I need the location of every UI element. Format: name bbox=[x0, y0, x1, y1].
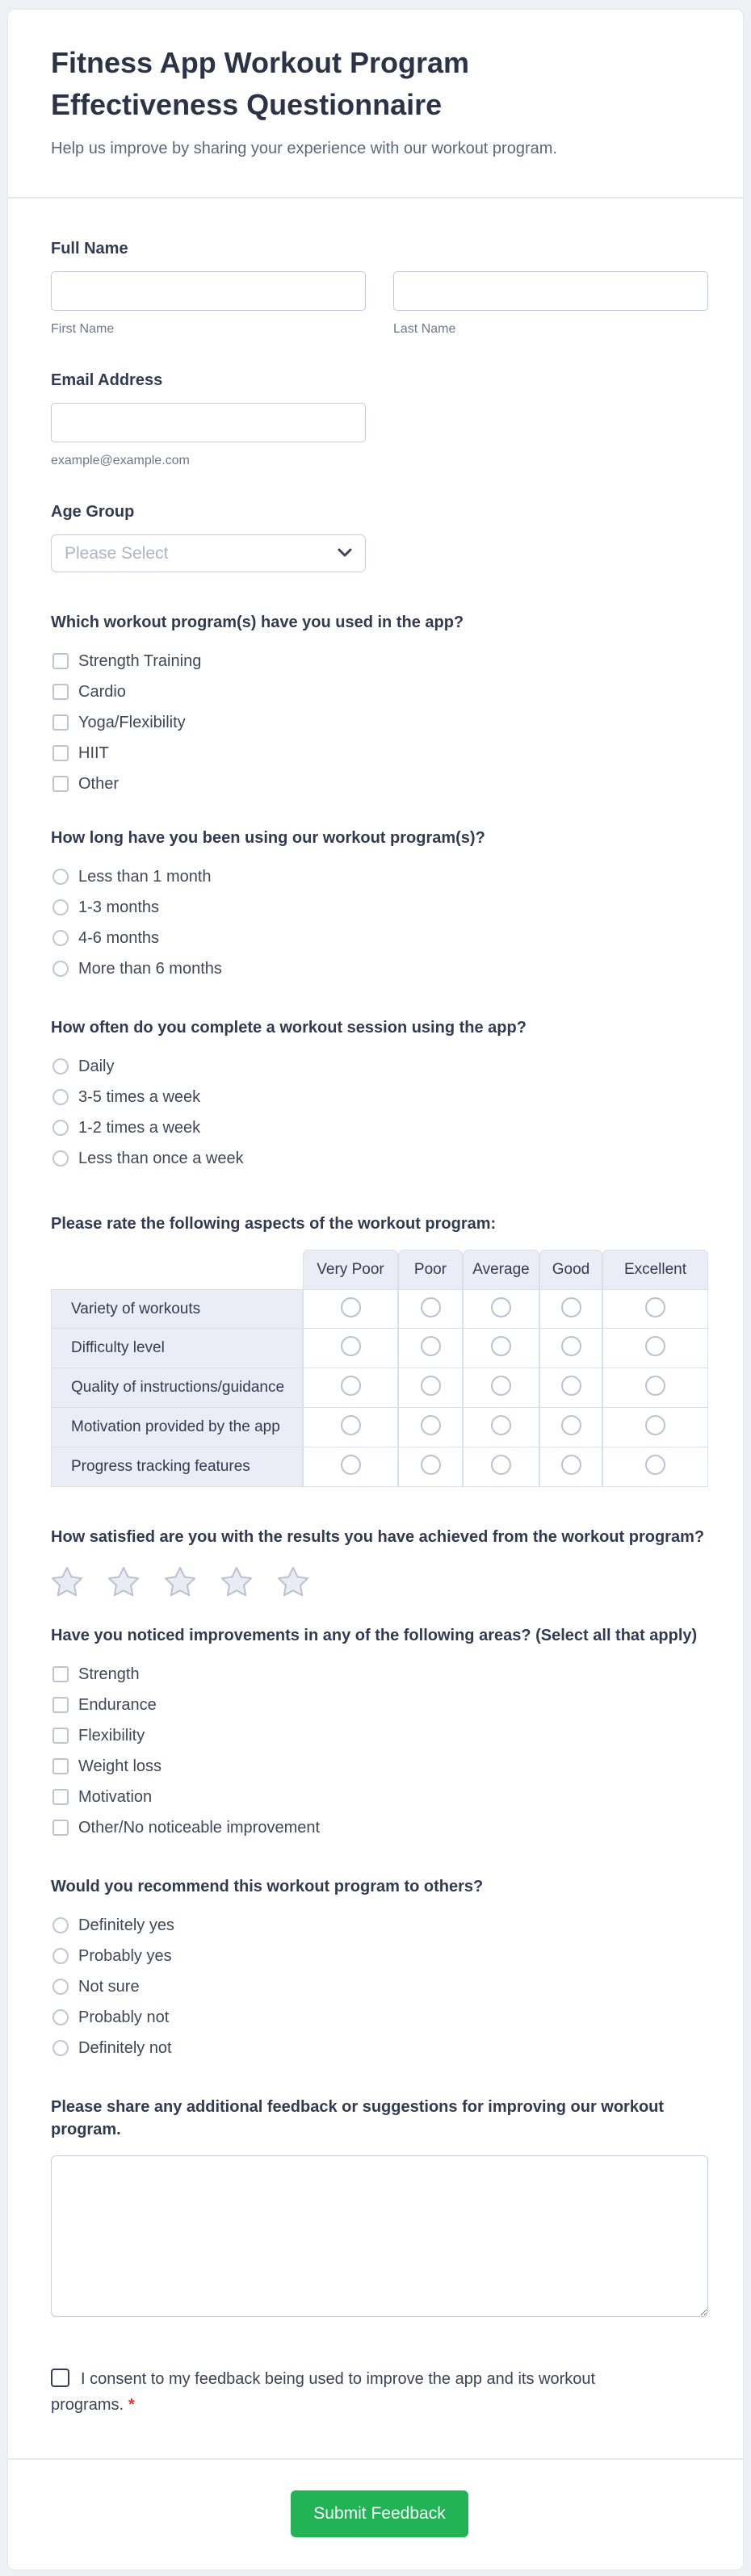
option-label[interactable]: Other bbox=[78, 774, 120, 793]
age-group-select[interactable] bbox=[51, 534, 366, 572]
option-label[interactable]: HIIT bbox=[78, 743, 109, 762]
option-label[interactable]: Motivation bbox=[78, 1787, 153, 1806]
frequency-options bbox=[51, 1051, 708, 1174]
option-label[interactable]: 4-6 months bbox=[78, 928, 160, 947]
radio-button[interactable] bbox=[52, 1058, 69, 1074]
radio-button[interactable] bbox=[52, 1120, 69, 1136]
email-col bbox=[51, 403, 366, 468]
programs-label: Which workout program(s) have you used in the app? bbox=[51, 614, 464, 631]
page-title-line1: Fitness App Workout Program bbox=[51, 46, 470, 79]
chevron-down-icon bbox=[338, 547, 352, 561]
satisfaction-label: How satisfied are you with the results you have achieved from the workout program? bbox=[51, 1528, 705, 1546]
option-label[interactable]: More than 6 months bbox=[78, 959, 222, 978]
question-full-name bbox=[51, 237, 708, 337]
radio-button[interactable] bbox=[52, 2040, 69, 2056]
email-sublabel: example@example.com bbox=[51, 454, 190, 467]
radio-option[interactable] bbox=[51, 861, 708, 892]
consent-row bbox=[51, 2366, 681, 2418]
radio-button[interactable] bbox=[52, 869, 69, 885]
question-feedback bbox=[51, 2096, 708, 2321]
checkbox-option[interactable] bbox=[51, 1720, 708, 1751]
option-label[interactable]: 3-5 times a week bbox=[78, 1087, 201, 1106]
option-label[interactable]: Yoga/Flexibility bbox=[78, 713, 186, 731]
checkbox[interactable] bbox=[52, 776, 69, 792]
email-input[interactable] bbox=[51, 403, 366, 442]
star-icon[interactable] bbox=[164, 1566, 196, 1597]
option-label[interactable]: Endurance bbox=[78, 1695, 157, 1714]
matrix-row-label: Motivation provided by the app bbox=[51, 1408, 303, 1447]
checkbox[interactable] bbox=[52, 714, 69, 731]
matrix-radio[interactable] bbox=[341, 1376, 361, 1396]
matrix-row-label: Difficulty level bbox=[51, 1329, 303, 1368]
question-matrix bbox=[51, 1213, 708, 1487]
radio-option[interactable] bbox=[51, 1082, 708, 1112]
option-label[interactable]: Probably not bbox=[78, 2008, 170, 2026]
matrix-row bbox=[51, 1447, 708, 1487]
matrix-corner-cell bbox=[51, 1250, 303, 1289]
last-name-sublabel: Last Name bbox=[393, 322, 456, 336]
page-subtitle: Help us improve by sharing your experience with our workout program. bbox=[51, 140, 557, 157]
radio-button[interactable] bbox=[52, 1089, 69, 1105]
matrix-column-header: Excellent bbox=[602, 1250, 708, 1289]
matrix-radio[interactable] bbox=[645, 1297, 665, 1317]
matrix-label: Please rate the following aspects of the workout program: bbox=[51, 1215, 497, 1233]
matrix-radio[interactable] bbox=[561, 1376, 581, 1396]
question-age-group bbox=[51, 501, 708, 572]
checkbox-option[interactable] bbox=[51, 676, 708, 707]
form-body bbox=[8, 237, 743, 2537]
radio-option[interactable] bbox=[51, 1143, 708, 1174]
matrix-cell bbox=[398, 1368, 463, 1408]
question-programs bbox=[51, 611, 708, 799]
submit-section bbox=[51, 2458, 708, 2537]
checkbox-option[interactable] bbox=[51, 738, 708, 769]
checkbox[interactable] bbox=[52, 1820, 69, 1836]
checkbox-option[interactable] bbox=[51, 1751, 708, 1782]
matrix-column-header: Very Poor bbox=[303, 1250, 398, 1289]
radio-button[interactable] bbox=[52, 1150, 69, 1167]
question-email bbox=[51, 369, 708, 468]
matrix-radio[interactable] bbox=[491, 1455, 511, 1475]
checkbox-option[interactable] bbox=[51, 707, 708, 738]
radio-button[interactable] bbox=[52, 899, 69, 915]
matrix-cell bbox=[463, 1408, 539, 1447]
option-label[interactable]: Cardio bbox=[78, 682, 126, 701]
radio-option[interactable] bbox=[51, 1910, 708, 1941]
page-title bbox=[51, 42, 708, 126]
matrix-row-label: Variety of workouts bbox=[51, 1289, 303, 1329]
matrix-radio[interactable] bbox=[561, 1415, 581, 1435]
radio-option[interactable] bbox=[51, 2033, 708, 2063]
consent-checkbox[interactable] bbox=[51, 2369, 69, 2387]
matrix-row bbox=[51, 1329, 708, 1368]
matrix-radio[interactable] bbox=[341, 1297, 361, 1317]
matrix-radio[interactable] bbox=[561, 1336, 581, 1356]
matrix-column-header: Good bbox=[539, 1250, 602, 1289]
option-label[interactable]: Less than once a week bbox=[78, 1149, 244, 1167]
checkbox-option[interactable] bbox=[51, 769, 708, 799]
form-card bbox=[8, 10, 743, 2570]
checkbox[interactable] bbox=[52, 653, 69, 669]
improvements-options bbox=[51, 1659, 708, 1843]
radio-option[interactable] bbox=[51, 953, 708, 984]
option-label[interactable]: Weight loss bbox=[78, 1757, 162, 1775]
last-name-col bbox=[393, 271, 708, 337]
matrix-radio[interactable] bbox=[645, 1415, 665, 1435]
matrix-cell bbox=[463, 1368, 539, 1408]
recommend-options bbox=[51, 1910, 708, 2063]
checkbox[interactable] bbox=[52, 1697, 69, 1713]
consent-label[interactable]: I consent to my feedback being used to improve the app and its workout programs. bbox=[51, 2370, 596, 2414]
matrix-row-label: Quality of instructions/guidance bbox=[51, 1368, 303, 1408]
first-name-input[interactable] bbox=[51, 271, 366, 311]
submit-row bbox=[51, 2490, 708, 2537]
page-title-line2: Effectiveness Questionnaire bbox=[51, 88, 443, 121]
matrix-row bbox=[51, 1289, 708, 1329]
checkbox[interactable] bbox=[52, 684, 69, 700]
option-label[interactable]: Definitely yes bbox=[78, 1916, 174, 1934]
question-duration bbox=[51, 827, 708, 984]
option-label[interactable]: Other/No noticeable improvement bbox=[78, 1818, 321, 1837]
matrix-cell bbox=[602, 1447, 708, 1487]
checkbox[interactable] bbox=[52, 1666, 69, 1682]
checkbox-option[interactable] bbox=[51, 646, 708, 676]
option-label[interactable]: Probably yes bbox=[78, 1946, 172, 1965]
matrix-cell bbox=[463, 1289, 539, 1329]
option-label[interactable]: Not sure bbox=[78, 1977, 140, 1996]
matrix-radio[interactable] bbox=[561, 1455, 581, 1475]
matrix-radio[interactable] bbox=[491, 1297, 511, 1317]
radio-option[interactable] bbox=[51, 1971, 708, 2002]
matrix-column-header: Poor bbox=[398, 1250, 463, 1289]
radio-option[interactable] bbox=[51, 1112, 708, 1143]
footer-divider bbox=[8, 2458, 743, 2460]
option-label[interactable]: Daily bbox=[78, 1057, 115, 1075]
required-asterisk: * bbox=[128, 2396, 135, 2414]
matrix-radio[interactable] bbox=[491, 1376, 511, 1396]
option-label[interactable]: Definitely not bbox=[78, 2038, 172, 2057]
email-label: Email Address bbox=[51, 371, 163, 389]
radio-option[interactable] bbox=[51, 1941, 708, 1971]
matrix-cell bbox=[303, 1447, 398, 1487]
name-fields-row bbox=[51, 271, 708, 337]
matrix-cell bbox=[539, 1289, 602, 1329]
checkbox[interactable] bbox=[52, 1758, 69, 1774]
matrix-radio[interactable] bbox=[341, 1455, 361, 1475]
checkbox-option[interactable] bbox=[51, 1782, 708, 1812]
radio-button[interactable] bbox=[52, 1979, 69, 1995]
star-icon[interactable] bbox=[277, 1566, 309, 1597]
matrix-cell bbox=[398, 1447, 463, 1487]
matrix-radio[interactable] bbox=[561, 1297, 581, 1317]
matrix-cell bbox=[303, 1329, 398, 1368]
improvements-label: Have you noticed improvements in any of the following areas? (Select all that apply) bbox=[51, 1627, 698, 1644]
feedback-label: Please share any additional feedback or suggestions for improving our workout program. bbox=[51, 2098, 665, 2138]
matrix-row bbox=[51, 1368, 708, 1408]
matrix-header-row bbox=[51, 1250, 708, 1289]
form-header bbox=[8, 42, 743, 160]
checkbox-option[interactable] bbox=[51, 1690, 708, 1720]
first-name-col bbox=[51, 271, 366, 337]
star-rating bbox=[51, 1566, 708, 1597]
radio-button[interactable] bbox=[52, 2009, 69, 2025]
header-divider bbox=[8, 197, 743, 199]
matrix-radio[interactable] bbox=[645, 1376, 665, 1396]
matrix-radio[interactable] bbox=[341, 1415, 361, 1435]
first-name-sublabel: First Name bbox=[51, 322, 115, 336]
matrix-radio[interactable] bbox=[341, 1336, 361, 1356]
matrix-radio[interactable] bbox=[421, 1336, 441, 1356]
matrix-radio[interactable] bbox=[645, 1336, 665, 1356]
checkbox-option[interactable] bbox=[51, 1812, 708, 1843]
email-row bbox=[51, 403, 708, 468]
last-name-input[interactable] bbox=[393, 271, 708, 311]
question-frequency bbox=[51, 1016, 708, 1174]
matrix-cell bbox=[398, 1408, 463, 1447]
programs-options bbox=[51, 646, 708, 799]
matrix-cell bbox=[463, 1329, 539, 1368]
matrix-cell bbox=[602, 1368, 708, 1408]
checkbox[interactable] bbox=[52, 1789, 69, 1805]
checkbox[interactable] bbox=[52, 745, 69, 761]
matrix-cell bbox=[398, 1289, 463, 1329]
recommend-label: Would you recommend this workout program to others? bbox=[51, 1878, 484, 1895]
duration-label: How long have you been using our workout program(s)? bbox=[51, 829, 485, 847]
option-label[interactable]: Strength bbox=[78, 1665, 140, 1683]
submit-button[interactable]: Submit Feedback bbox=[291, 2490, 468, 2537]
option-label[interactable]: 1-2 times a week bbox=[78, 1118, 201, 1137]
matrix-column-header: Average bbox=[463, 1250, 539, 1289]
radio-option[interactable] bbox=[51, 2002, 708, 2033]
matrix-radio[interactable] bbox=[421, 1415, 441, 1435]
matrix-cell bbox=[398, 1329, 463, 1368]
matrix-cell bbox=[602, 1289, 708, 1329]
checkbox-option[interactable] bbox=[51, 1659, 708, 1690]
question-recommend bbox=[51, 1875, 708, 2063]
radio-option[interactable] bbox=[51, 923, 708, 953]
feedback-textarea[interactable] bbox=[51, 2155, 708, 2317]
matrix-cell bbox=[303, 1408, 398, 1447]
star-icon[interactable] bbox=[51, 1566, 83, 1597]
matrix-radio[interactable] bbox=[421, 1376, 441, 1396]
rating-matrix bbox=[51, 1250, 708, 1487]
radio-button[interactable] bbox=[52, 930, 69, 946]
age-group-label: Age Group bbox=[51, 503, 135, 521]
radio-option[interactable] bbox=[51, 892, 708, 923]
matrix-cell bbox=[539, 1329, 602, 1368]
checkbox[interactable] bbox=[52, 1728, 69, 1744]
age-group-placeholder: Please Select bbox=[65, 543, 169, 563]
star-icon[interactable] bbox=[220, 1566, 253, 1597]
matrix-radio[interactable] bbox=[491, 1415, 511, 1435]
matrix-radio[interactable] bbox=[421, 1455, 441, 1475]
matrix-cell bbox=[303, 1289, 398, 1329]
star-icon[interactable] bbox=[107, 1566, 140, 1597]
matrix-radio[interactable] bbox=[645, 1455, 665, 1475]
full-name-label: Full Name bbox=[51, 240, 128, 258]
matrix-cell bbox=[602, 1408, 708, 1447]
option-label[interactable]: Flexibility bbox=[78, 1726, 145, 1745]
question-satisfaction bbox=[51, 1526, 708, 1597]
option-label[interactable]: Less than 1 month bbox=[78, 867, 212, 886]
option-label[interactable]: Strength Training bbox=[78, 651, 202, 670]
matrix-cell bbox=[463, 1447, 539, 1487]
matrix-cell bbox=[303, 1368, 398, 1408]
question-improvements bbox=[51, 1624, 708, 1843]
matrix-cell bbox=[602, 1329, 708, 1368]
radio-option[interactable] bbox=[51, 1051, 708, 1082]
radio-button[interactable] bbox=[52, 1917, 69, 1933]
radio-button[interactable] bbox=[52, 961, 69, 977]
frequency-label: How often do you complete a workout session using the app? bbox=[51, 1019, 527, 1037]
matrix-row bbox=[51, 1408, 708, 1447]
duration-options bbox=[51, 861, 708, 984]
matrix-radio[interactable] bbox=[421, 1297, 441, 1317]
matrix-cell bbox=[539, 1368, 602, 1408]
matrix-cell bbox=[539, 1408, 602, 1447]
option-label[interactable]: 1-3 months bbox=[78, 898, 160, 916]
radio-button[interactable] bbox=[52, 1948, 69, 1964]
matrix-radio[interactable] bbox=[491, 1336, 511, 1356]
matrix-cell bbox=[539, 1447, 602, 1487]
matrix-row-label: Progress tracking features bbox=[51, 1447, 303, 1487]
